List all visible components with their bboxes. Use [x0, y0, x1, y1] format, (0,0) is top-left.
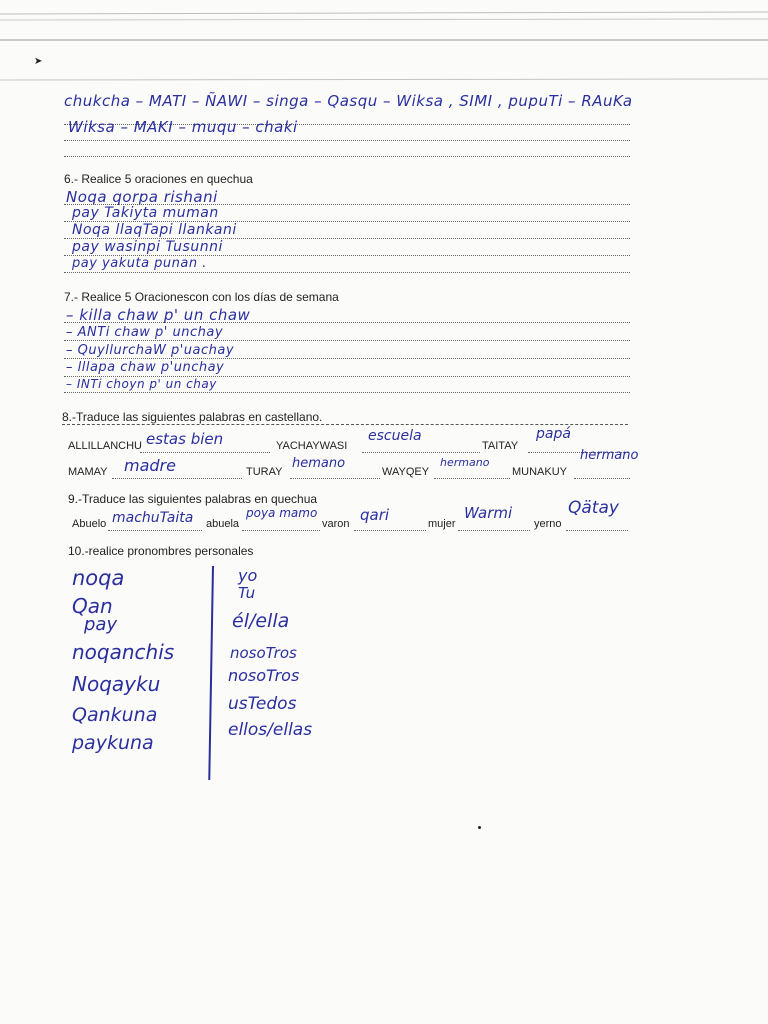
dotted-line	[434, 478, 510, 479]
dotted-line	[354, 530, 426, 531]
column-divider	[208, 566, 214, 780]
dotted-line	[64, 156, 630, 157]
dotted-line	[140, 452, 270, 453]
dotted-line	[242, 530, 320, 531]
dotted-line	[112, 478, 242, 479]
word-label: yerno	[534, 518, 562, 530]
answer-line: chukcha – MATI – ÑAWI – singa – Qasqu – Wiksa , SIMI , pupuTi – RAuKa	[64, 92, 633, 110]
pronoun-quechua: pay	[84, 614, 118, 635]
question-10-heading: 10.-realice pronombres personales	[68, 544, 254, 558]
answer-line: – lllapa chaw p'unchay	[66, 360, 225, 375]
word-label: abuela	[206, 518, 240, 530]
answer-text: estas bien	[146, 430, 224, 448]
question-6-heading: 6.- Realice 5 oraciones en quechua	[64, 172, 253, 186]
word-label: TAITAY	[482, 440, 519, 452]
answer-text: Qätay	[568, 498, 619, 518]
answer-text: hermano	[580, 448, 639, 463]
answer-text: Warmi	[464, 504, 513, 522]
word-label: YACHAYWASI	[276, 440, 348, 452]
pronoun-quechua: Noqayku	[72, 672, 161, 696]
word-label: TURAY	[246, 466, 283, 478]
answer-text: papá	[536, 426, 571, 442]
word-label: WAYQEY	[382, 466, 430, 478]
answer-line: Noqa qorpa rishani	[66, 188, 218, 206]
pronoun-quechua: paykuna	[72, 732, 154, 754]
dotted-line	[64, 358, 630, 359]
pronoun-spanish: nosoTros	[230, 644, 297, 662]
answer-line: pay wasinpi Tusunni	[72, 239, 223, 255]
word-label: ALLILLANCHU	[68, 440, 142, 452]
dotted-line	[574, 478, 630, 479]
answer-text: escuela	[368, 428, 422, 444]
answer-line: – QuyllurchaW p'uachay	[66, 343, 235, 358]
dotted-line	[64, 322, 630, 323]
answer-text: madre	[124, 456, 176, 475]
answer-text: hemano	[292, 456, 346, 471]
dotted-line	[64, 340, 630, 341]
dotted-line	[64, 272, 630, 273]
answer-line: – INTi choyn p' un chay	[66, 377, 217, 391]
answer-line: pay Takiyta muman	[72, 205, 219, 221]
word-label: MUNAKUY	[512, 466, 568, 478]
dotted-line	[362, 452, 480, 453]
question-8-heading	[62, 410, 628, 425]
dotted-line	[290, 478, 380, 479]
pronoun-spanish: yo	[238, 566, 258, 585]
arrow-mark: ➤	[34, 56, 43, 67]
question-8-text: 8.-Traduce las siguientes palabras en castellano.	[62, 410, 323, 424]
dotted-line	[64, 392, 630, 393]
question-7-heading: 7.- Realice 5 Oracionescon con los días de semana	[64, 290, 339, 304]
answer-text: qari	[360, 506, 390, 524]
ink-speck	[478, 826, 481, 829]
answer-line: pay yakuta punan .	[72, 256, 207, 271]
question-9-heading: 9.-Traduce las siguientes palabras en quechua	[68, 492, 318, 506]
word-label: varon	[322, 518, 350, 530]
pronoun-quechua: noqa	[72, 566, 125, 590]
answer-text: hermano	[440, 456, 490, 469]
answer-line: Noqa llaqTapi llankani	[72, 222, 237, 238]
answer-text: machuTaita	[112, 510, 194, 526]
pronoun-spanish: él/ella	[232, 610, 290, 632]
dotted-line	[108, 530, 202, 531]
dotted-line	[64, 140, 630, 141]
word-label: Abuelo	[72, 518, 107, 530]
dotted-line	[458, 530, 530, 531]
pronoun-quechua: Qankuna	[72, 704, 158, 726]
word-label: MAMAY	[68, 466, 108, 478]
answer-line: – ANTi chaw p' unchay	[66, 325, 224, 340]
pronoun-quechua: Qan	[72, 594, 113, 618]
pronoun-spanish: ellos/ellas	[228, 720, 313, 740]
dotted-line	[566, 530, 628, 531]
answer-line: Wiksa – MAKI – muqu – chaki	[68, 118, 298, 136]
word-label: mujer	[428, 518, 456, 530]
answer-line: – killa chaw p' un chaw	[66, 306, 251, 324]
answer-text: poya mamo	[246, 506, 318, 520]
pronoun-quechua: noqanchis	[72, 640, 175, 664]
pronoun-spanish: nosoTros	[228, 666, 300, 685]
pronoun-spanish: Tu	[238, 584, 256, 602]
pronoun-spanish: usTedos	[228, 694, 297, 714]
